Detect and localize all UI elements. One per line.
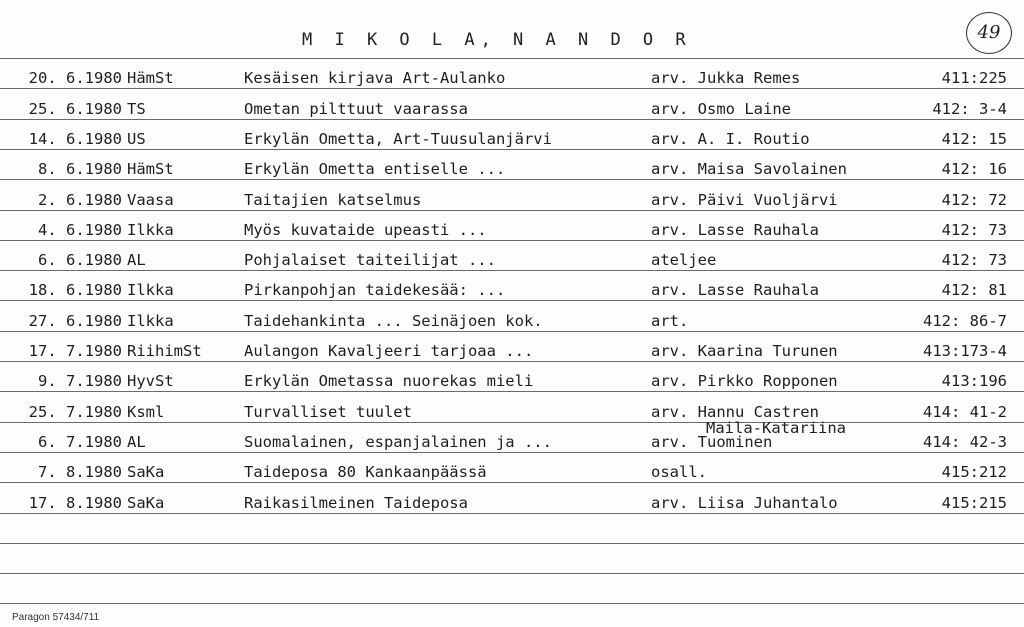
entry-role: arv. Pirkko Ropponen (651, 372, 838, 390)
entry-row (0, 179, 1024, 209)
entry-reference: 412: 15 (941, 130, 1007, 148)
entry-title: Erkylän Ometassa nuorekas mieli (244, 372, 534, 390)
entry-role: arv. Lasse Rauhala (651, 221, 819, 239)
ruled-line (0, 603, 1024, 604)
entry-row (0, 391, 1024, 421)
entry-source: Ilkka (127, 221, 174, 239)
entry-date: 8. 6.1980 (38, 160, 122, 178)
entry-reference: 412: 73 (941, 251, 1007, 269)
entry-source: Ilkka (127, 312, 174, 330)
entry-reference: 412: 16 (941, 160, 1007, 178)
entry-date: 20. 6.1980 (28, 69, 122, 87)
entry-source: HämSt (127, 160, 174, 178)
entry-date: 25. 6.1980 (28, 100, 122, 118)
entry-date: 4. 6.1980 (38, 221, 122, 239)
entry-role: arv. A. I. Routio (651, 130, 810, 148)
entry-reference: 413:196 (941, 372, 1007, 390)
entry-title: Taidehankinta ... Seinäjoen kok. (244, 312, 543, 330)
entry-title: Suomalainen, espanjalainen ja ... (244, 433, 552, 451)
entry-source: HyvSt (127, 372, 174, 390)
entry-reference: 414: 41-2 (923, 403, 1007, 421)
entry-title: Turvalliset tuulet (244, 403, 412, 421)
entry-title: Erkylän Ometta entiselle ... (244, 160, 506, 178)
entry-role: arv. Päivi Vuoljärvi (651, 191, 838, 209)
entry-title: Pohjalaiset taiteilijat ... (244, 251, 496, 269)
ruled-line (0, 513, 1024, 514)
entry-title: Taideposa 80 Kankaanpäässä (244, 463, 487, 481)
entry-source: TS (127, 100, 146, 118)
entry-date: 6. 7.1980 (38, 433, 122, 451)
entry-row (0, 148, 1024, 178)
entry-title: Erkylän Ometta, Art-Tuusulanjärvi (244, 130, 552, 148)
entry-role: art. (651, 312, 689, 330)
entry-row (0, 360, 1024, 390)
entry-row (0, 451, 1024, 481)
entry-reference: 415:215 (941, 494, 1007, 512)
entry-row (0, 209, 1024, 239)
entry-reference: 411:225 (941, 69, 1007, 87)
entry-title: Pirkanpohjan taidekesää: ... (244, 281, 506, 299)
card-title: M I K O L A, N A N D O R (302, 30, 692, 50)
entry-date: 17. 8.1980 (28, 494, 122, 512)
ruled-line (0, 543, 1024, 544)
entry-title: Taitajien katselmus (244, 191, 422, 209)
entry-date: 17. 7.1980 (28, 342, 122, 360)
entry-date: 18. 6.1980 (28, 281, 122, 299)
entry-reference: 412: 72 (941, 191, 1007, 209)
entry-reference: 413:173-4 (923, 342, 1007, 360)
entry-role: ateljee (651, 251, 717, 269)
entry-source: AL (127, 433, 146, 451)
entry-date: 9. 7.1980 (38, 372, 122, 390)
entry-source: Vaasa (127, 191, 174, 209)
entry-source: HämSt (127, 69, 174, 87)
entry-row (0, 330, 1024, 360)
entry-reference: 412: 3-4 (932, 100, 1007, 118)
entry-reference: 412: 86-7 (923, 312, 1007, 330)
entry-reference: 412: 81 (941, 281, 1007, 299)
entry-reference: 415:212 (941, 463, 1007, 481)
entry-date: 14. 6.1980 (28, 130, 122, 148)
entry-role: arv. Tuominen (651, 433, 773, 451)
entry-title: Raikasilmeinen Taideposa (244, 494, 468, 512)
entry-title: Kesäisen kirjava Art-Aulanko (244, 69, 506, 87)
card-number-circle: 49 (966, 12, 1012, 54)
entry-role: arv. Jukka Remes (651, 69, 801, 87)
footer-print: Paragon 57434/711 (12, 612, 100, 623)
entry-role: arv. Osmo Laine (651, 100, 791, 118)
entry-row (0, 57, 1024, 87)
entry-date: 2. 6.1980 (38, 191, 122, 209)
entry-role: arv. Lasse Rauhala (651, 281, 819, 299)
entry-source: US (127, 130, 146, 148)
entry-role-extra: Maila-Katariina (706, 419, 846, 437)
entry-date: 27. 6.1980 (28, 312, 122, 330)
entry-source: SaKa (127, 463, 165, 481)
entry-reference: 412: 73 (941, 221, 1007, 239)
entry-date: 6. 6.1980 (38, 251, 122, 269)
entry-row (0, 239, 1024, 269)
entry-role: arv. Hannu Castren (651, 403, 819, 421)
entry-source: AL (127, 251, 146, 269)
entry-title: Ometan pilttuut vaarassa (244, 100, 468, 118)
entry-title: Aulangon Kavaljeeri tarjoaa ... (244, 342, 534, 360)
entry-row (0, 269, 1024, 299)
entry-source: Ksml (127, 403, 165, 421)
entry-date: 25. 7.1980 (28, 403, 122, 421)
entry-row (0, 88, 1024, 118)
ruled-line (0, 573, 1024, 574)
entry-reference: 414: 42-3 (923, 433, 1007, 451)
entry-row (0, 118, 1024, 148)
entry-role: arv. Kaarina Turunen (651, 342, 838, 360)
entry-row (0, 482, 1024, 512)
entry-row (0, 300, 1024, 330)
entry-role: osall. (651, 463, 707, 481)
entry-title: Myös kuvataide upeasti ... (244, 221, 487, 239)
entry-source: Ilkka (127, 281, 174, 299)
entry-source: SaKa (127, 494, 165, 512)
entry-role: arv. Maisa Savolainen (651, 160, 847, 178)
entry-source: RiihimSt (127, 342, 202, 360)
entry-row (0, 421, 1024, 451)
entry-role: arv. Liisa Juhantalo (651, 494, 838, 512)
entry-date: 7. 8.1980 (38, 463, 122, 481)
